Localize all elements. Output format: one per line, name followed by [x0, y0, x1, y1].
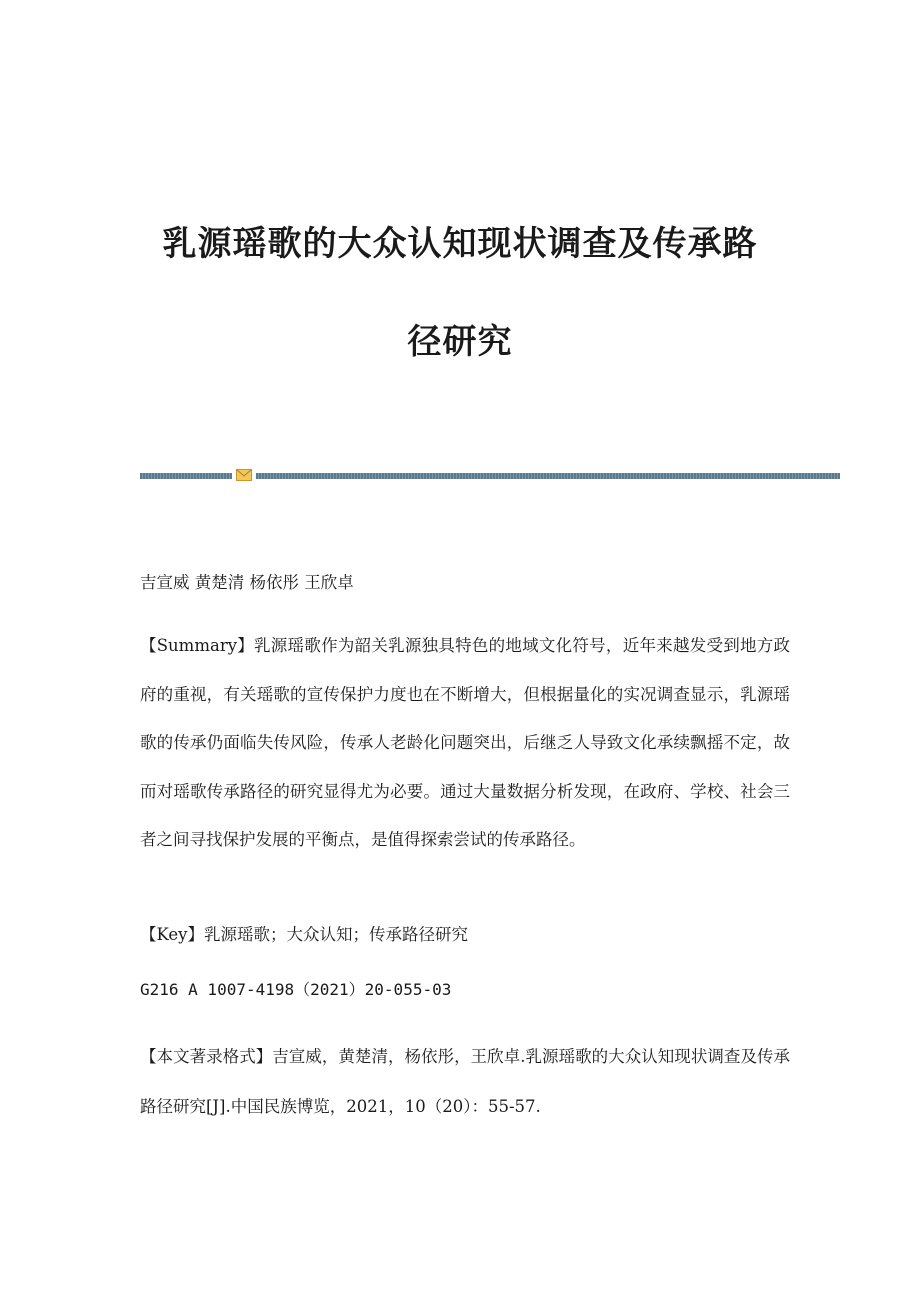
paper-title-line-1: 乳源瑶歌的大众认知现状调查及传承路: [162, 224, 758, 264]
abstract-text: 乳源瑶歌作为韶关乳源独具特色的地域文化符号，近年来越发受到地方政府的重视，有关瑶歌的宣传保护力度也在不断增大，但根据量化的实况调查显示，乳源瑶歌的传承仍面临失传风险，传承人老龄化问题突出，后继乏人导致文化承续飘摇不定，故而对瑶歌传承路径的研究显得尤为必要。通过大量数据分析发现，在政府、学校、社会三者之间寻找保护发展的平衡点，是值得探索尝试的传承路径。: [140, 636, 790, 849]
abstract: [140, 622, 790, 865]
author-list: 吉宣威 黄楚清 杨依彤 王欣卓: [140, 573, 354, 592]
keywords-label: 【Key】: [140, 925, 204, 944]
citation-format: [140, 1032, 790, 1132]
paper-title-line-2: 径研究: [407, 322, 513, 362]
divider-bar-left: [140, 473, 232, 479]
classification-code: G216 A 1007-4198（2021）20-055-03: [140, 980, 452, 999]
envelope-icon: [236, 469, 252, 481]
keywords-text: 乳源瑶歌；大众认知；传承路径研究: [203, 925, 468, 944]
divider-bar-right: [256, 473, 840, 479]
keywords: [140, 921, 790, 945]
citation-label: 【本文著录格式】: [140, 1047, 273, 1066]
abstract-label: 【Summary】: [140, 636, 255, 655]
citation-text: 吉宣威，黄楚清，杨依彤，王欣卓.乳源瑶歌的大众认知现状调查及传承路径研究[J].中国民族博览，2021，10（20）：55-57.: [140, 1047, 791, 1116]
title-divider: [140, 468, 840, 482]
